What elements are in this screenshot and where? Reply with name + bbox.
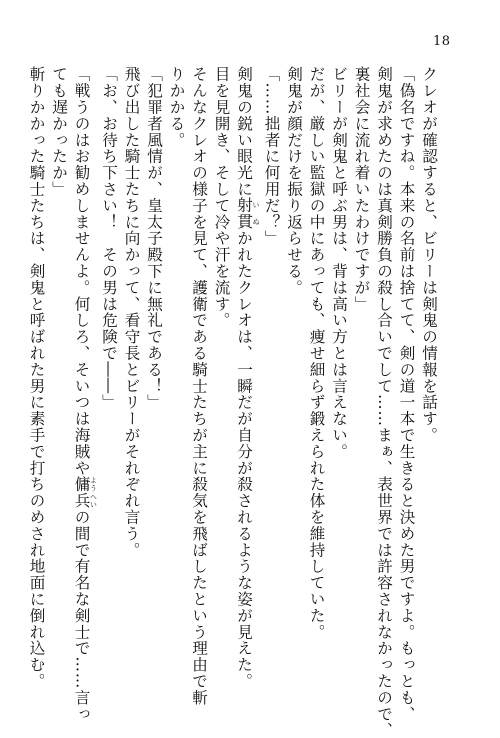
- text-line: 斬りかかった騎士たちは、剣鬼と呼ばれた男に素手で打ちのめされ地面に倒れ込む。: [27, 66, 46, 690]
- ruby-base: 傭兵: [72, 476, 91, 509]
- text-line: クレオが確認すると、ビリーは剣鬼の情報を話す。: [420, 66, 438, 444]
- ruby-annotation: [72, 476, 98, 509]
- text-line-with-ruby: [70, 66, 98, 722]
- page-number: 18: [433, 34, 451, 49]
- text-line: 剣鬼が求めたのは真剣勝負の殺し合いでして……まぁ、表世界では許容されなかったので、: [375, 66, 393, 738]
- text-line: ビリーが剣鬼と呼ぶ男は、背は高い方とは言えない。: [330, 66, 348, 460]
- text-line: 「犯罪者風情が、皇太子殿下に無礼である！」: [145, 66, 163, 411]
- ruby-base: 射貫: [235, 197, 253, 231]
- text-line-with-ruby: [233, 66, 261, 690]
- line-8-part-2: かれたクレオは、一瞬だが自分が殺されるような姿が見えた。: [235, 230, 253, 690]
- text-line: 裏社会に流れ着いたわけですが」: [352, 66, 371, 312]
- text-line: ても遅かったか」: [50, 66, 68, 198]
- ruby-annotation: [235, 197, 260, 231]
- line-15-part-1: 「戦うのはお勧めしませんよ。何しろ、そいつは海賊や: [72, 66, 91, 476]
- ruby-reading: いぬ: [252, 197, 260, 231]
- text-line: だが、厳しい監獄の中にあっても、痩せ細らず鍛えられた体を維持していた。: [307, 66, 326, 640]
- line-15-part-2: の間で有名な剣士で……言っ: [72, 508, 91, 722]
- text-line: そんなクレオの様子を見て、護衛である騎士たちが主に殺気を飛ばしたという理由で斬: [190, 66, 208, 706]
- line-8-part-1: 剣鬼の鋭い眼光に: [235, 66, 253, 198]
- text-line: 飛び出した騎士たちに向かって、看守長とビリーがそれぞれ言う。: [122, 66, 141, 558]
- text-line: 「……拙者に何用だ？」: [262, 66, 281, 247]
- text-line: 剣鬼が顔だけを振り返らせる。: [285, 66, 303, 296]
- text-line: 「お、お待ち下さい！ その男は危険で――」: [100, 66, 118, 411]
- text-line: 目を見開き、そして冷や汗を流す。: [212, 66, 231, 329]
- text-line: りかかる。: [167, 66, 186, 148]
- text-line: 「偽名ですね。本来の名前は捨てて、剣の道一本で生きると決めた男ですよ。もっとも、: [397, 66, 416, 722]
- ruby-reading: ようへい: [89, 476, 98, 509]
- novel-text-block: [27, 66, 440, 738]
